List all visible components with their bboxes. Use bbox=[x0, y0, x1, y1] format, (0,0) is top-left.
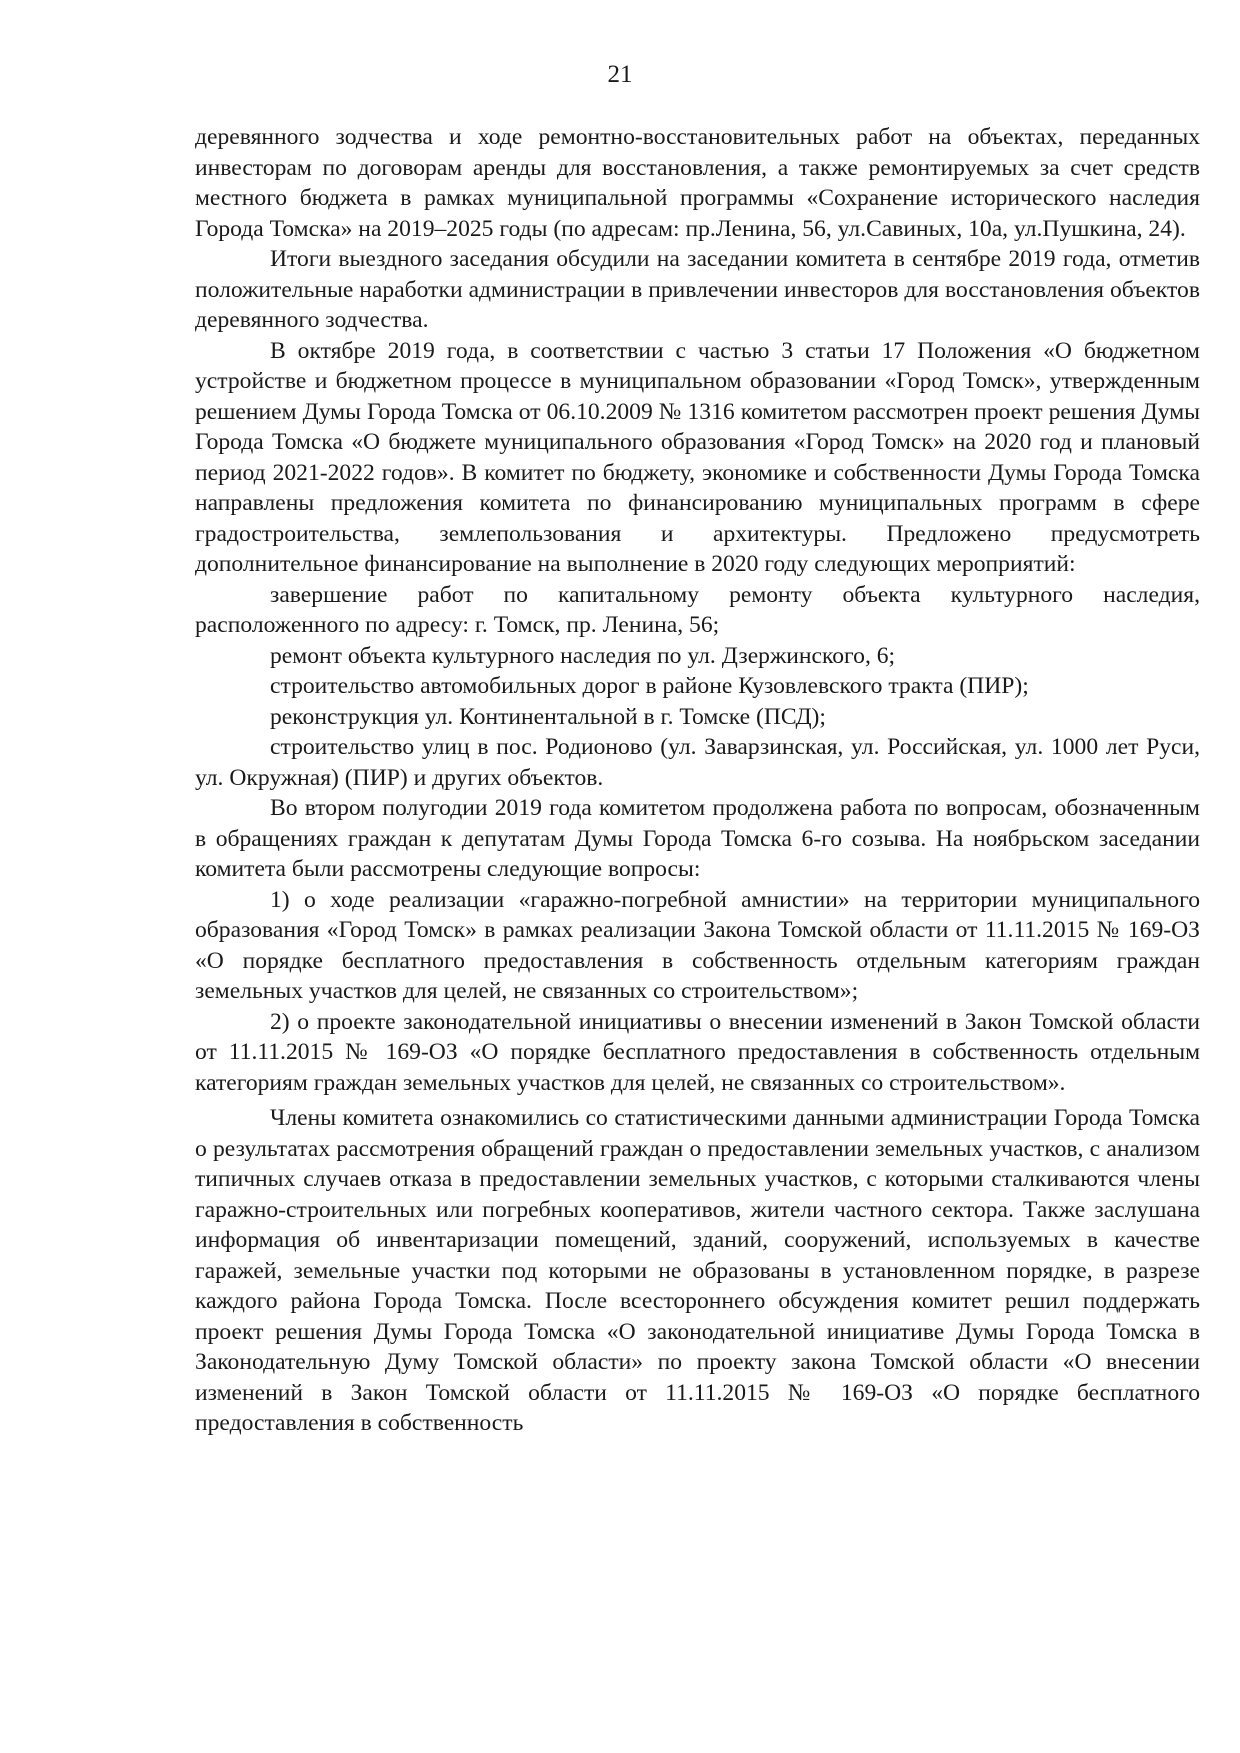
numbered-item: 2) о проекте законодательной инициативы о внесении изменений в Закон Томской области от 11.11.2015 № 169-ОЗ «О порядке бесплатного предоставления в собственность отдельным категориям граждан земельных участков для целей, не связанных со строительством». bbox=[195, 1008, 1200, 1096]
document-body bbox=[195, 122, 1200, 1439]
page-number: 21 bbox=[607, 61, 633, 88]
list-item: завершение работ по капитальному ремонту объекта культурного наследия, расположенного по адресу: г. Томск, пр. Ленина, 56; bbox=[195, 581, 1200, 638]
list-item: реконструкция ул. Континентальной в г. Томске (ПСД); bbox=[270, 703, 826, 730]
paragraph-meeting-results: Итоги выездного заседания обсудили на заседании комитета в сентябре 2019 года, отметив положительные наработки администрации в привлечении инвесторов для восстановления объектов деревянного зодчества. bbox=[195, 246, 1200, 333]
paragraph-second-half-year: Во втором полугодии 2019 года комитетом продолжена работа по вопросам, обозначенным в обращениях граждан к депутатам Думы Города Томска 6-го созыва. На ноябрьском заседании комитета были рассмотрены следующие вопросы: bbox=[195, 795, 1200, 882]
paragraph-budget-review: В октябре 2019 года, в соответствии с частью 3 статьи 17 Положения «О бюджетном устройстве и бюджетном процессе в муниципальном образовании «Город Томск», утвержденным решением Думы Города Томска от 06.10.2009 № 1316 комитетом рассмотрен проект решения Думы Города Томска «О бюджете муниципального образования «Город Томск» на 2020 год и плановый период 2021-2022 годов». В комитет по бюджету, экономике и собственности Думы Города Томска направлены предложения комитета по финансированию муниципальных программ в сфере градостроительства, землепользования и архитектуры. Предложено предусмотреть дополнительное финансирование на выполнение в 2020 году следующих мероприятий: bbox=[195, 337, 1200, 577]
list-item: строительство улиц в пос. Родионово (ул. Заварзинская, ул. Российская, ул. 1000 лет Руси, ул. Окружная) (ПИР) и других объектов. bbox=[195, 734, 1200, 791]
list-item: строительство автомобильных дорог в районе Кузовлевского тракта (ПИР); bbox=[270, 673, 1029, 699]
list-item: ремонт объекта культурного наследия по ул. Дзержинского, 6; bbox=[270, 642, 896, 669]
paragraph-committee-members: Члены комитета ознакомились со статистическими данными администрации Города Томска о результатах рассмотрения обращений граждан о предоставлении земельных участков, с анализом типичных случаев отказа в предоставлении земельных участков, с которыми сталкиваются члены гаражно-строительных или погребных кооперативов, жители частного сектора. Также заслушана информация об инвентаризации помещений, зданий, сооружений, используемых в качестве гаражей, земельные участки под которыми не образованы в установленном порядке, в разрезе каждого района Города Томска. После всестороннего обсуждения комитет решил поддержать проект решения Думы Города Томска «О законодательной инициативе Думы Города Томска в Законодательную Думу Томской области» по проекту закона Томской области «О внесении изменений в Закон Томской области от 11.11.2015 № 169-ОЗ «О порядке бесплатного предоставления в собственность bbox=[195, 1105, 1200, 1436]
paragraph-continuation: деревянного зодчества и ходе ремонтно-восстановительных работ на объектах, переданных инвесторам по договорам аренды для восстановления, а также ремонтируемых за счет средств местного бюджета в рамках муниципальной программы «Сохранение исторического наследия Города Томска» на 2019–2025 годы (по адресам: пр.Ленина, 56, ул.Савиных, 10а, ул.Пушкина, 24). bbox=[195, 124, 1200, 242]
numbered-item: 1) о ходе реализации «гаражно-погребной амнистии» на территории муниципального образования «Город Томск» в рамках реализации Закона Томской области от 11.11.2015 № 169-ОЗ «О порядке бесплатного предоставления в собственность отдельным категориям граждан земельных участков для целей, не связанных со строительством»; bbox=[195, 886, 1200, 1004]
